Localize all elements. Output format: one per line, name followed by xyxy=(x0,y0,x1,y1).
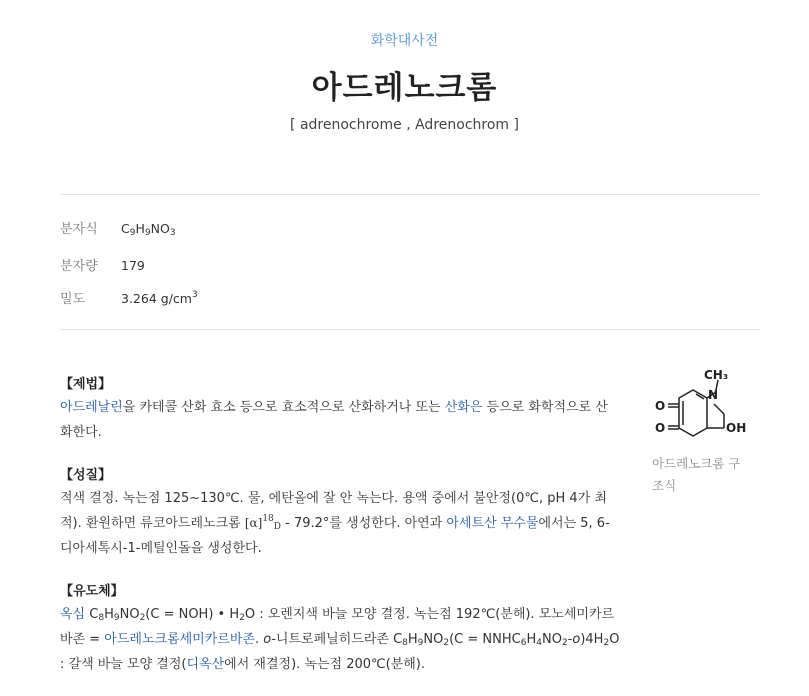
link-silver-oxide[interactable]: 산화은 xyxy=(444,400,483,415)
mass-value: 179 xyxy=(121,258,145,273)
link-dioxane[interactable]: 디옥산 xyxy=(186,657,225,672)
link-acetic-anhydride[interactable]: 아세트산 무수물 xyxy=(446,516,539,531)
oh-label: OH xyxy=(726,421,747,435)
link-oxime[interactable]: 옥심 xyxy=(60,607,86,622)
n-label: N xyxy=(708,388,719,402)
specific-rotation: $[\alpha]^{18}_D$ xyxy=(244,514,281,532)
divider xyxy=(60,194,760,195)
mass-label: 분자량 xyxy=(60,259,98,274)
section-title-properties: 【성질】 xyxy=(60,468,112,483)
section-title-derivatives: 【유도체】 xyxy=(60,584,124,599)
figure-caption: 아드레노크롬 구조식 xyxy=(652,456,741,493)
o2-label: O xyxy=(655,421,666,435)
property-formula xyxy=(60,218,176,237)
formula-label: 분자식 xyxy=(60,222,98,237)
divider xyxy=(60,329,760,330)
structure-formula-image xyxy=(652,368,762,443)
property-mass xyxy=(60,255,145,274)
category-link[interactable]: 화학대사전 xyxy=(370,33,439,49)
o1-label: O xyxy=(655,399,666,413)
section-title-prep: 【제법】 xyxy=(60,377,112,392)
link-adrenochrome-semicarbazone[interactable]: 아드레노크롬세미카르바존 xyxy=(104,632,255,647)
density-label: 밀도 xyxy=(60,292,86,307)
page-title: 아드레노크롬 xyxy=(311,70,498,106)
formula-value: $C_9H_9NO_3$ xyxy=(121,221,176,238)
section-body-properties: 적색 결정. 녹는점 125~130℃. 물, 에탄올에 잘 안 녹는다. 용액 중에서 불안정(0℃, pH 4가 최적). 환원하면 류코아드레노크롬 $[\alpha]^{18}_D - 79.2^\circ$를 생성한다. 아연과 아세트산 무수물에서는 5, 6-디아세톡시-1-메틸인돌을 생성한다. xyxy=(60,491,610,556)
ch3-label: CH₃ xyxy=(704,368,729,382)
page-subtitle: [ adrenochrome , Adrenochrom ] xyxy=(290,117,519,133)
section-body-prep: 아드레날린을 카테콜 산화 효소 등으로 효소적으로 산화하거나 또는 산화은 등으로 화학적으로 산화한다. xyxy=(60,400,608,440)
density-value: 3.264 $g/cm^3$ xyxy=(121,290,198,306)
property-density xyxy=(60,288,198,307)
section-body-derivatives: 옥심 $C_8H_9NO_2(C = NOH)$ • $H_2O$ : 오렌지색 바늘 모양 결정. 녹는점 192℃(분해). 모노세미카르바존 = 아드레노크롬세미카르바존. o-니트로페닐히드라존 $C_8H_9NO_2(C$ = $NNHC_6H_4NO_2-o)4H_2O$ : 갈색 바늘 모양 결정(디옥산에서 재결정). 녹는점 200℃(분해). xyxy=(60,607,620,672)
link-adrenaline[interactable]: 아드레날린 xyxy=(60,400,123,415)
